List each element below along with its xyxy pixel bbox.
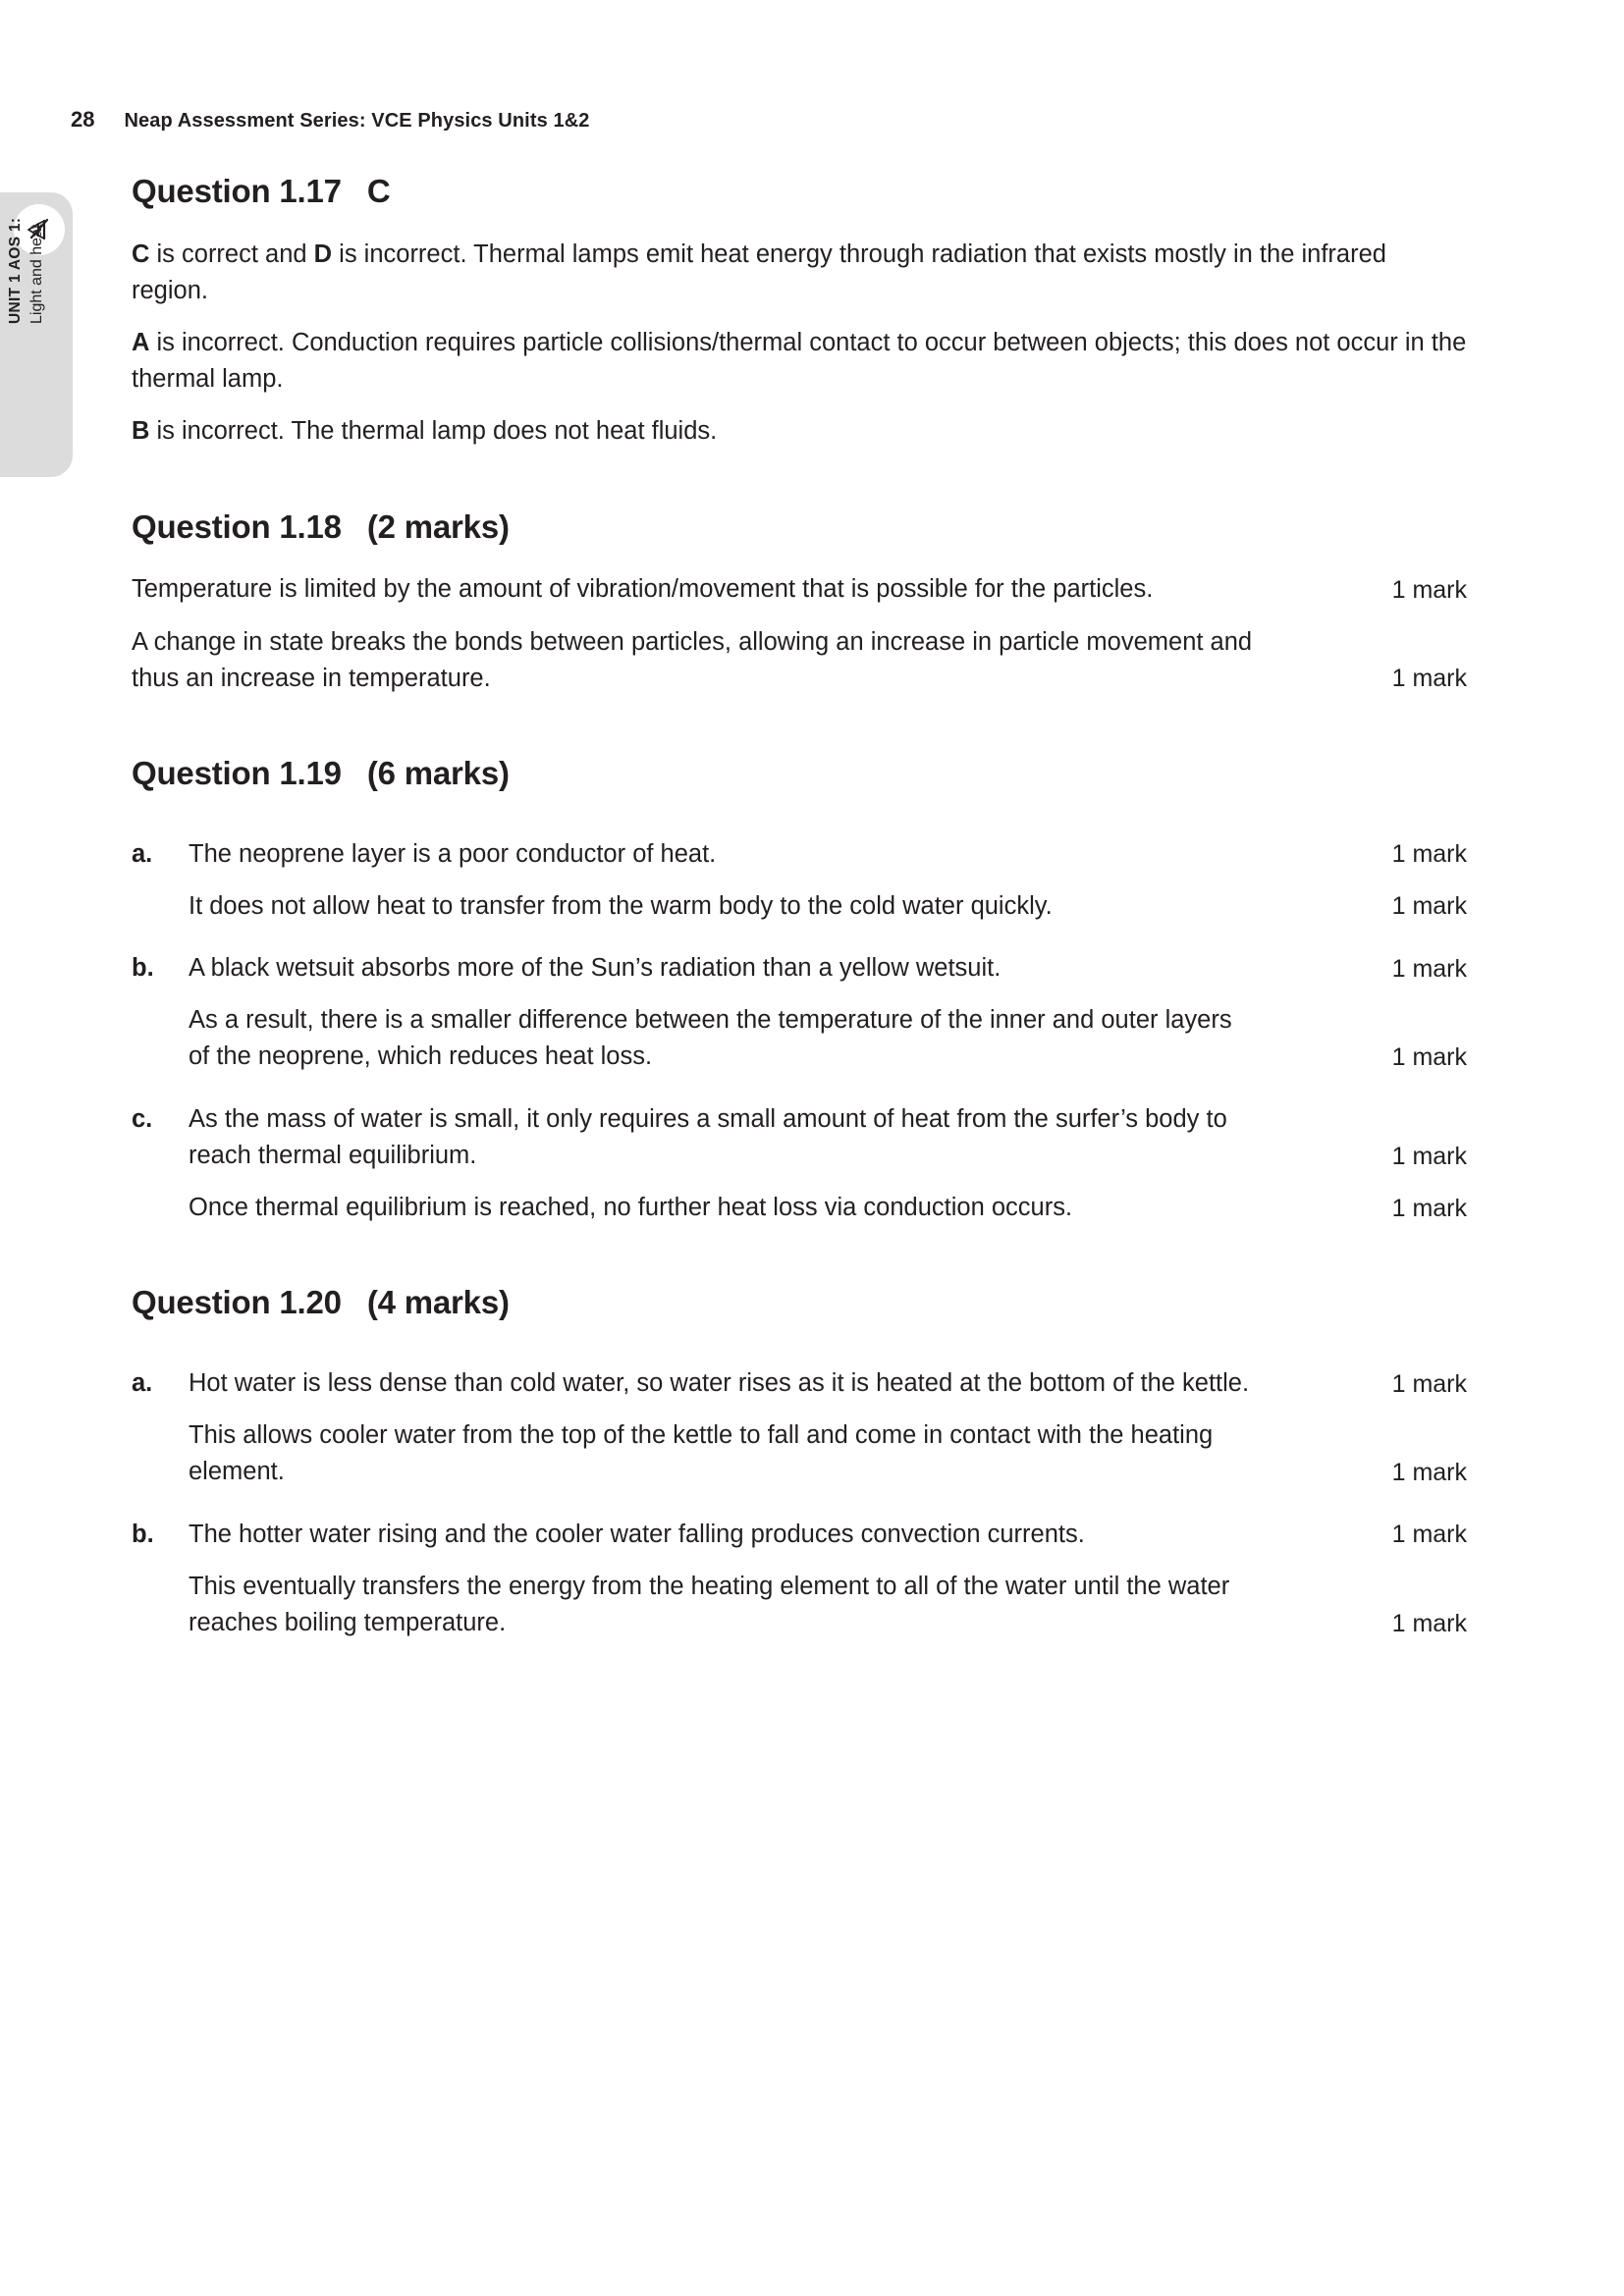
item-letter: b.: [132, 953, 154, 982]
answer-paragraph: [132, 325, 1467, 398]
answer-item: [132, 1365, 1467, 1491]
item-letter: b.: [132, 1520, 154, 1548]
answer-block: [189, 888, 1467, 925]
mark-allocation: 1 mark: [1391, 892, 1467, 921]
page-number: 28: [71, 107, 95, 132]
mark-allocation: 1 mark: [1391, 1142, 1467, 1170]
answer-text: Temperature is limited by the amount of vibration/movement that is possible for the particles.: [132, 575, 1154, 604]
mark-allocation: 1 mark: [1391, 1609, 1467, 1637]
answer-block: [189, 950, 1467, 987]
answer-text: This allows cooler water from the top of the kettle to fall and come in contact with the heating element.: [189, 1421, 1214, 1486]
mark-allocation: 1 mark: [1391, 840, 1467, 869]
item-letter: a.: [132, 839, 153, 868]
mark-allocation: 1 mark: [1391, 954, 1467, 983]
question-heading-1-19: [132, 754, 1467, 793]
unit-side-tab: [0, 192, 73, 477]
answer-block: [189, 1101, 1467, 1174]
answer-text: This eventually transfers the energy from the heating element to all of the water until the water reaches boiling temperature.: [189, 1572, 1230, 1636]
question-marks: (4 marks): [366, 1284, 510, 1321]
item-letter: c.: [132, 1104, 153, 1133]
answer-block: [132, 624, 1467, 697]
option-ref-b: B: [132, 417, 150, 446]
mark-allocation: 1 mark: [1391, 665, 1467, 693]
answer-text-cont: is incorrect. Thermal lamps emit heat energy through radiation that exists mostly in the infrared region.: [132, 240, 1386, 304]
mark-allocation: 1 mark: [1391, 1043, 1467, 1072]
answer-item: [132, 1101, 1467, 1227]
answer-paragraph: [132, 237, 1467, 309]
side-tab-text: [0, 128, 53, 324]
answer-text: Once thermal equilibrium is reached, no further heat loss via conduction occurs.: [189, 1194, 1073, 1222]
option-ref-a: A: [132, 329, 150, 357]
answer-block: [189, 1569, 1467, 1641]
answer-block: [189, 1002, 1467, 1075]
answer-text: The hotter water rising and the cooler water falling produces convection currents.: [189, 1520, 1085, 1548]
question-heading-1-18: [132, 507, 1467, 547]
mark-allocation: 1 mark: [1391, 1194, 1467, 1222]
answer-text: The neoprene layer is a poor conductor of heat.: [189, 839, 717, 868]
answer-text: is incorrect. Conduction requires particle collisions/thermal contact to occur between objects; this does not occur in the thermal lamp.: [132, 329, 1467, 394]
answer-block: [189, 1365, 1467, 1402]
answer-block: [189, 1190, 1467, 1226]
option-ref-c: C: [132, 240, 150, 268]
question-marks: (2 marks): [366, 507, 510, 545]
running-header: [71, 107, 589, 133]
question-number: Question 1.19: [132, 754, 342, 791]
answer-item: [132, 950, 1467, 1076]
side-tab-line2: Light and heat: [27, 224, 45, 324]
answer-item: [132, 1517, 1467, 1642]
answers-content: [132, 172, 1467, 1641]
answer-text: Hot water is less dense than cold water, so water rises as it is heated at the bottom of the kettle.: [189, 1368, 1250, 1397]
question-number: Question 1.17: [132, 173, 342, 209]
answer-text: is incorrect. The thermal lamp does not heat fluids.: [149, 417, 718, 446]
question-heading-1-17: [132, 172, 1467, 211]
question-marks: (6 marks): [366, 754, 510, 791]
item-letter: a.: [132, 1368, 153, 1397]
question-number: Question 1.20: [132, 1284, 342, 1321]
side-tab-line1: UNIT 1 AOS 1:: [7, 217, 25, 324]
answer-item: [132, 836, 1467, 925]
answer-text: As a result, there is a smaller difference between the temperature of the inner and outer layers of the neoprene, which reduces heat loss.: [189, 1006, 1232, 1071]
question-answer-letter: C: [366, 173, 391, 209]
answer-text: A black wetsuit absorbs more of the Sun’s radiation than a yellow wetsuit.: [189, 953, 1001, 982]
book-title: Neap Assessment Series: VCE Physics Units 1&2: [124, 110, 590, 132]
answer-text: A change in state breaks the bonds between particles, allowing an increase in particle movement and thus an increase in temperature.: [132, 627, 1253, 692]
mark-allocation: 1 mark: [1391, 1521, 1467, 1549]
option-ref-d: D: [313, 240, 333, 268]
answer-block: [189, 1417, 1467, 1490]
answer-block: [132, 571, 1467, 608]
mark-allocation: 1 mark: [1391, 1369, 1467, 1398]
answer-text: As the mass of water is small, it only requires a small amount of heat from the surfer’s body to reach thermal equilibrium.: [189, 1104, 1227, 1169]
answer-text: It does not allow heat to transfer from the warm body to the cold water quickly.: [189, 891, 1053, 920]
mark-allocation: 1 mark: [1391, 576, 1467, 604]
answer-block: [189, 1517, 1467, 1553]
question-heading-1-20: [132, 1283, 1467, 1322]
answer-paragraph: [132, 413, 1467, 450]
answer-block: [189, 836, 1467, 873]
question-number: Question 1.18: [132, 507, 342, 545]
mark-allocation: 1 mark: [1391, 1459, 1467, 1487]
answer-text: is correct and: [149, 240, 314, 268]
